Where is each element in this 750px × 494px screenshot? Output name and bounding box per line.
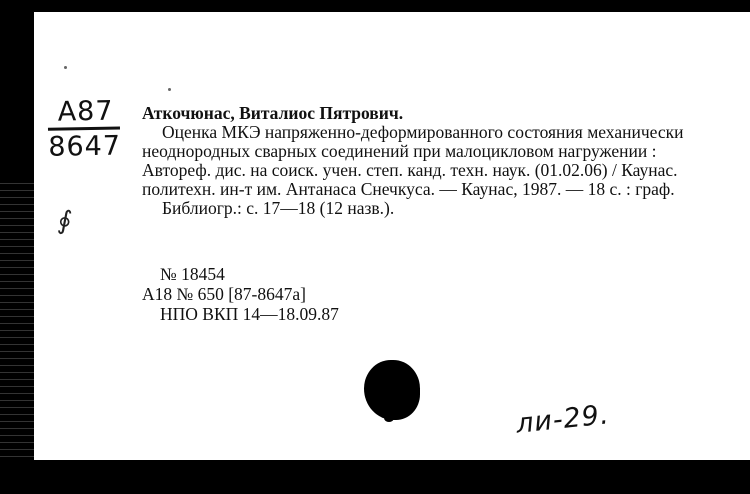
shelfmark <box>47 96 138 163</box>
speck <box>64 66 67 69</box>
scan-border <box>0 460 750 494</box>
handwritten-mark: ∮ <box>55 205 74 237</box>
a18-line: А18 № 650 [87-8647а] <box>142 284 306 304</box>
description: Оценка МКЭ напряженно-деформированного состояния механически неоднородных сварных соединений при малоцикловом нагружении : Автореф. дис. на соиск. учен. степ. канд. техн. наук. (01.02.06) / Каунас. политехн. ин-т им. Антанаса Снечкуса. — Каунас, 1987. — 18 с. : граф. <box>142 122 684 199</box>
handwritten-signature: ли-29. <box>514 399 611 440</box>
shelfmark-line1: A87 <box>47 97 120 131</box>
scan-edge-noise <box>0 180 34 460</box>
registration-number: № 18454 <box>160 264 225 284</box>
npo-line: НПО ВКП 14—18.09.87 <box>160 304 339 324</box>
speck <box>168 88 171 91</box>
card-text <box>142 104 712 218</box>
author-heading: Аткочюнас, Виталиос Пятрович. <box>142 103 404 123</box>
punch-hole <box>364 360 420 420</box>
shelfmark-line2: 8647 <box>48 130 122 163</box>
bibliography-note: Библиогр.: с. 17—18 (12 назв.). <box>162 198 395 218</box>
